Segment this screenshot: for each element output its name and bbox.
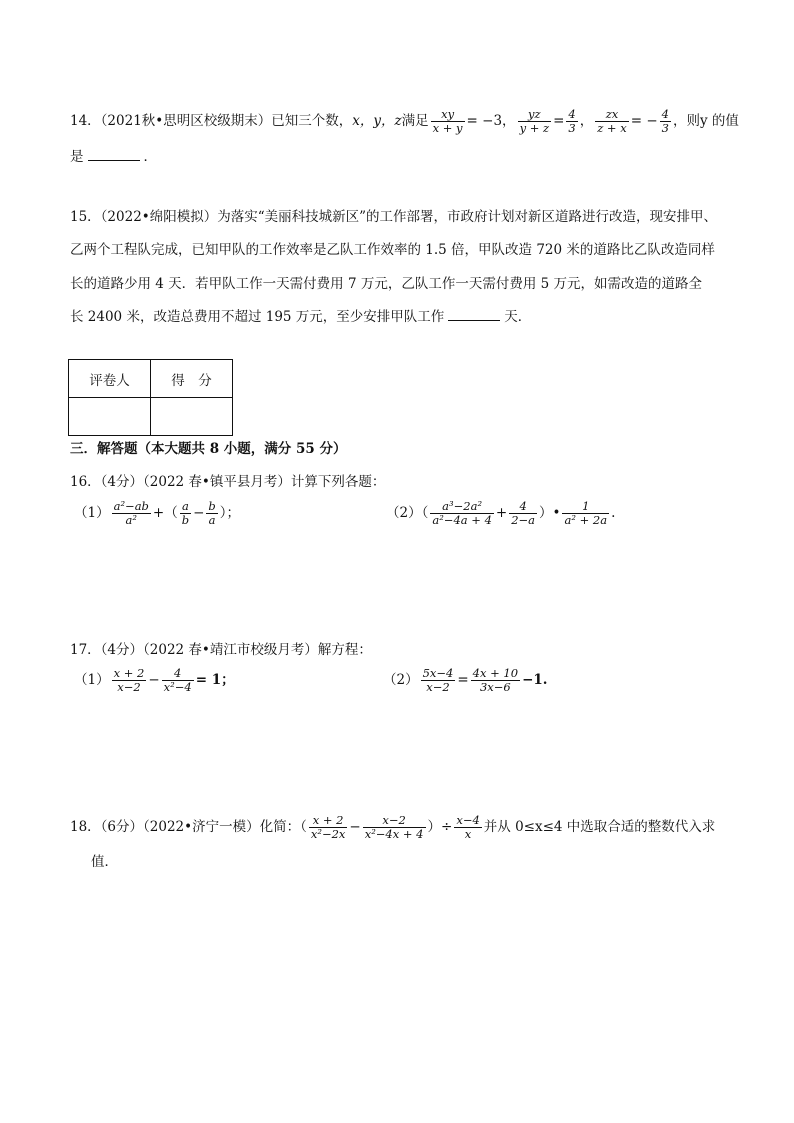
q18-minus: −: [349, 819, 361, 835]
q15-line4: [70, 306, 531, 327]
q17-p2-eq: =: [457, 672, 469, 688]
q16-p2-end: .: [611, 505, 616, 521]
q16-p2-plus: +: [495, 505, 508, 521]
q16-p1-minus: −: [193, 505, 205, 521]
q16-p2-mid: ）•: [539, 505, 561, 521]
q16-p1-frac1: $\frac{\text{a²−ab}}{\text{a²}}$: [113, 499, 149, 527]
q14-eq1-fraction: $\frac{xy}{x + y}$: [432, 107, 463, 135]
q14-eq3-eq: = −: [630, 113, 658, 129]
q14-eq2-fraction: $\frac{yz}{y + z}$: [519, 107, 550, 135]
q17-p1-minus: −: [148, 672, 160, 688]
section-3-heading: 三．解答题（本大题共 8 小题，满分 55 分）: [70, 441, 347, 457]
q18-frac2: $\frac{x-2}{\text{x²−4x + 4}}$: [364, 813, 424, 841]
q14-vars: x，y，z: [352, 113, 402, 129]
q16-part1-label: （1）: [74, 505, 110, 521]
q15-answer-blank[interactable]: [448, 306, 500, 321]
q16-p1-end: ）；: [219, 505, 241, 521]
q18-line2: 值．: [91, 854, 118, 870]
q18-div: ）÷: [427, 819, 453, 835]
score-table-grader-header: 评卷人: [69, 360, 151, 398]
q17-part2-label: （2）: [383, 672, 419, 688]
q14-prefix: 14．（2021秋•思明区校级期末）已知三个数，: [70, 113, 353, 129]
q17-p2-frac2: $\frac{4x + 10}{3x-6}$: [472, 666, 519, 694]
q14-answer-blank[interactable]: [88, 146, 140, 161]
q16-part1: [74, 500, 240, 527]
q15-line2: 乙两个工程队完成，已知甲队的工作效率是乙队工作效率的 1.5 倍，甲队改造 720 米的道路比乙队改造同样: [70, 242, 715, 258]
q17-part1-label: （1）: [74, 672, 110, 688]
q17-p2-frac1: $\frac{5x-4}{x-2}$: [422, 666, 454, 694]
q14-eq2-rhs-fraction: $\frac{4}{3}$: [568, 107, 576, 135]
q15-line3: 长的道路少用 4 天．若甲队工作一天需付费用 7 万元，乙队工作一天需付费用 5 万元，如需改造的道路全: [70, 276, 703, 292]
q15-line4-suffix: 天．: [504, 309, 532, 325]
q18-prefix: 18．（6分）（2022•济宁一模）化简：（: [70, 819, 307, 835]
q16-p2-frac2: $\frac{4}{2-a}$: [511, 499, 536, 527]
q18-suffix: 并从 0≤x≤4 中选取合适的整数代入求: [483, 819, 716, 835]
q18-line1: [70, 814, 715, 841]
score-table-grader-cell[interactable]: [69, 398, 151, 436]
q18-frac1: $\frac{x + 2}{\text{x²−2x}}$: [310, 813, 346, 841]
question-14-line2: [70, 146, 157, 167]
q17-p1-frac1: $\frac{x + 2}{x-2}$: [113, 666, 145, 694]
q14-line2-suffix: ．: [143, 149, 157, 165]
q15-line1: 15．（2022•绵阳模拟）为落实“美丽科技城新区”的工作部署，市政府计划对新区道路进行改造，现安排甲、: [70, 209, 718, 225]
q16-part2: [386, 500, 615, 527]
score-table-score-cell[interactable]: [151, 398, 233, 436]
q14-eq2-eq: =: [553, 113, 565, 129]
score-table: [68, 359, 233, 436]
q16-p2-frac1: $\frac{\text{a³−2a²}}{\text{a²−4a + 4}}$: [432, 499, 492, 527]
q17-part2: [383, 667, 547, 694]
q17-p1-frac2: $\frac{4}{\text{x²−4}}$: [163, 666, 192, 694]
q16-p2-frac3: $\frac{1}{\text{a² + 2a}}$: [564, 499, 608, 527]
q14-eq1-rhs: = −3，: [466, 113, 516, 129]
q16-p1-plus: +（: [152, 505, 178, 521]
q18-frac3: $\frac{x-4}{x}$: [456, 813, 480, 841]
q17-title: 17．（4分）（2022 春•靖江市校级月考）解方程：: [70, 642, 372, 658]
q17-p1-end: = 1；: [195, 672, 235, 688]
q14-eq2-comma: ，: [579, 113, 594, 129]
q14-eq3-comma: ，: [672, 113, 687, 129]
q16-p1-frac3: $\frac{b}{a}$: [208, 499, 216, 527]
q16-title: 16．（4分）（2022 春•镇平县月考）计算下列各题：: [70, 474, 386, 490]
q16-part2-label: （2）（: [386, 505, 429, 521]
q14-eq3-fraction: $\frac{zx}{z + x}$: [597, 107, 627, 135]
score-table-score-header: 得 分: [151, 360, 233, 398]
q14-eq3-rhs-fraction: $\frac{4}{3}$: [661, 107, 669, 135]
question-14-line1: [70, 108, 739, 135]
q14-line2-prefix: 是: [70, 149, 84, 165]
q16-p1-frac2: $\frac{a}{b}$: [181, 499, 190, 527]
q15-line4-prefix: 长 2400 米，改造总费用不超过 195 万元，至少安排甲队工作: [70, 309, 445, 325]
q14-suffix: 则y 的值: [686, 113, 739, 129]
q17-p2-end: −1.: [522, 672, 548, 688]
q17-part1: [74, 667, 235, 694]
q14-mid: 满足: [401, 113, 429, 129]
